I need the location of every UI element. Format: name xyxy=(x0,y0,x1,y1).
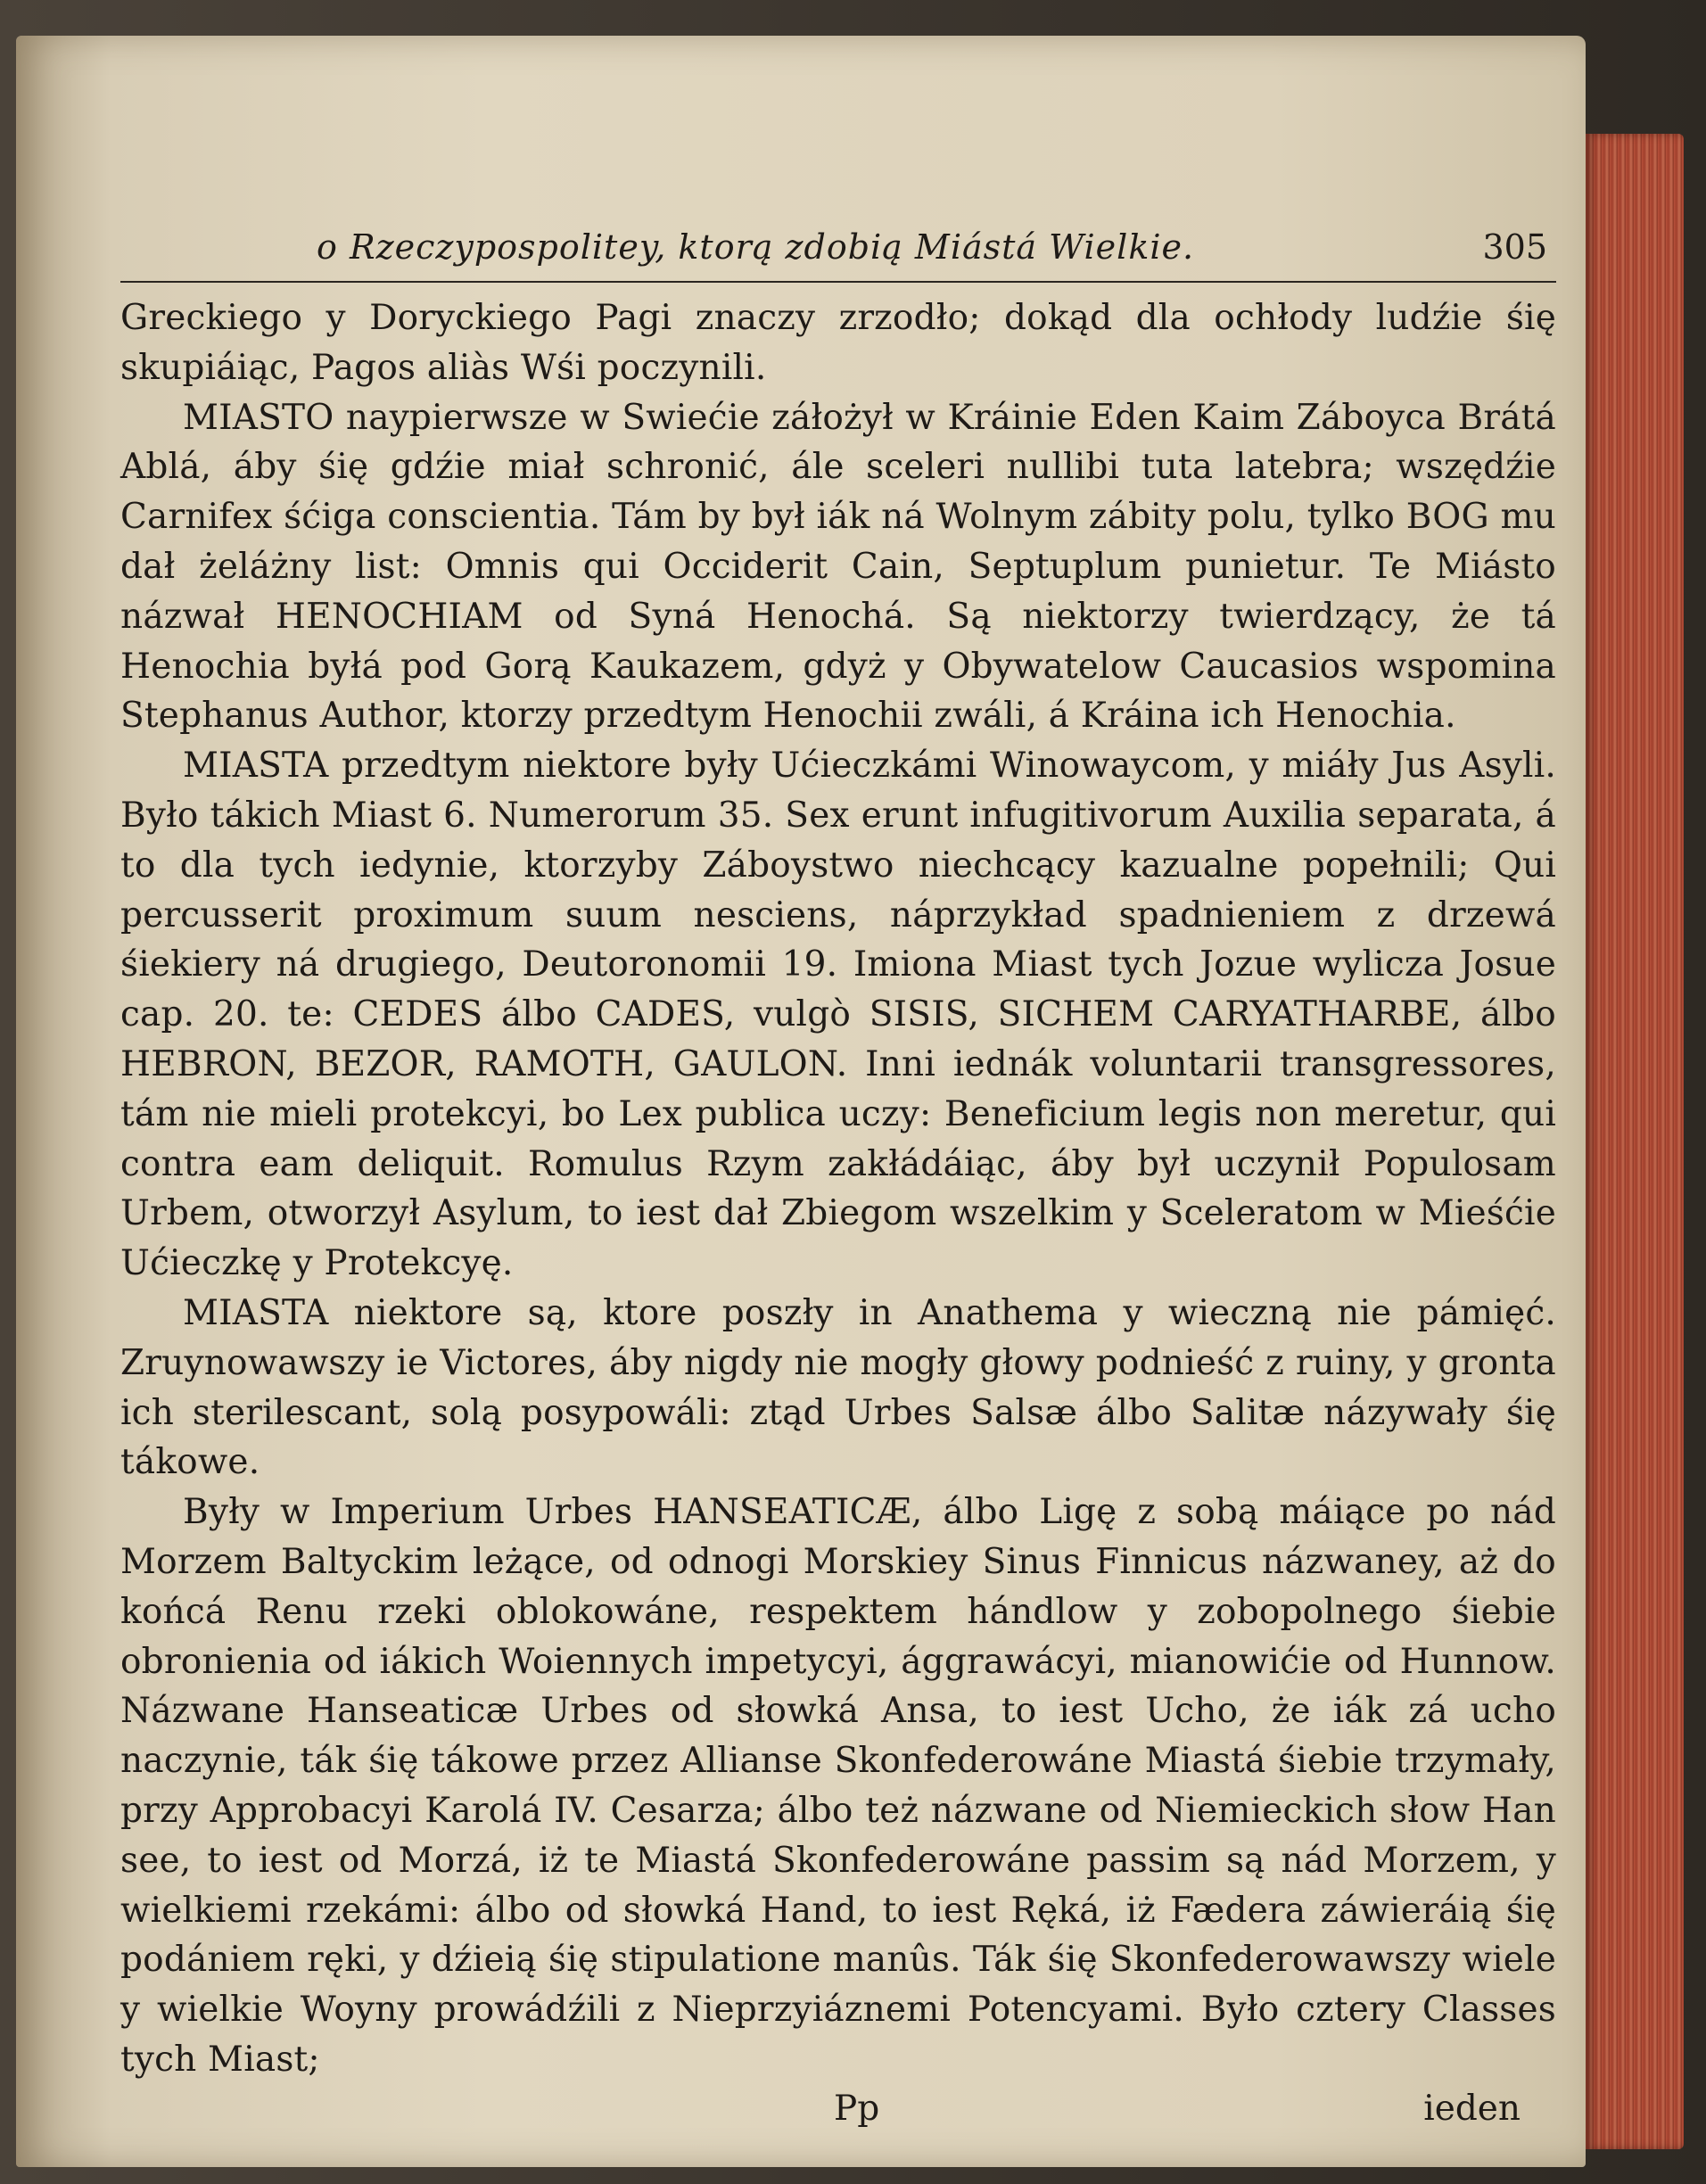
page-number: 305 xyxy=(1482,227,1547,267)
signature-mark: Pp xyxy=(834,2088,880,2129)
page-footer xyxy=(120,2089,1556,2142)
paragraph-miasto: MIASTO naypierwsze w Swiećie záłożył w Kráinie Eden Kaim Záboyca Brátá Ablá, áby śię gdźie miał schronić, ále sceleri nullibi tuta latebra; wszędźie Carnifex śćiga conscientia. Tám by był iák ná Wolnym zábity polu, tylko BOG mu dał żeláżny list: Omnis qui Occiderit Cain, Septuplum punietur. Te Miásto názwał HENOCHIAM od Syná Henochá. Są niektorzy twierdzący, że tá Henochia byłá pod Gorą Kaukazem, gdyż y Obywatelow Caucasios wspomina Stephanus Author, ktorzy przedtym Henochii zwáli, á Kráina ich Henochia. xyxy=(120,397,1556,737)
paragraph-continuation: Greckiego y Doryckiego Pagi znaczy zrzodło; dokąd dla ochłody ludźie śię skupiáiąc, Pagos aliàs Wśi poczynili. xyxy=(120,298,1556,388)
paragraph-hanseatic: Były w Imperium Urbes HANSEATICÆ, álbo Ligę z sobą máiące po nád Morzem Baltyckim leżące, od odnogi Morskiey Sinus Finnicus názwaney, aż do końcá Renu rzeki oblokowáne, respektem hándlow y zobopolnego śiebie obronienia od iákich Woiennych impetycyi, ággrawácyi, mianowićie od Hunnow. Názwane Hanseaticæ Urbes od słowká Ansa, to iest Ucho, że iák zá ucho naczynie, ták śię tákowe przez Allianse Skonfederowáne Miastá śiebie trzymały, przy Approbacyi Karolá IV. Cesarza; álbo też názwane od Niemieckich słow Han see, to iest od Morzá, iż te Miastá Skonfederowáne passim są nád Morzem, y wielkiemi rzekámi: álbo od słowká Hand, to iest Ręká, iż Fædera záwieráią śię podániem ręki, y dźieią śię stipulatione manûs. Ták śię Skonfederowawszy wiele y wielkie Woyny prowádźili z Nieprzyiáznemi Potencyami. Było cztery Classes tych Miast; xyxy=(120,1492,1556,2080)
catchword: ieden xyxy=(1423,2088,1521,2129)
book-fore-edge xyxy=(1586,134,1684,2149)
paragraph-miasta-anathema: MIASTA niektore są, ktore poszły in Anathema y wieczną nie pámięć. Zruynowawszy ie Victores, áby nigdy nie mogły głowy podnieść z ruiny, y gronta ich sterilescant, solą posypowáli: ztąd Urbes Salsæ álbo Salitæ názywały śię tákowe. xyxy=(120,1292,1556,1483)
paragraph-miasta-asylum: MIASTA przedtym niektore były Ućieczkámi Winowaycom, y miáły Jus Asyli. Było tákich Miast 6. Numerorum 35. Sex erunt infugitivorum Auxilia separata, á to dla tych iedynie, ktorzyby Záboystwo niechcący kazualne popełnili; Qui percusserit proximum suum nesciens, náprzykład spadnieniem z drzewá śiekiery ná drugiego, Deutoronomii 19. Imiona Miast tych Jozue wylicza Josue cap. 20. te: CEDES álbo CADES, vulgò SISIS, SICHEM CARYATHARBE, álbo HEBRON, BEZOR, RAMOTH, GAULON. Inni iednák voluntarii transgressores, tám nie mieli protekcyi, bo Lex publica uczy: Beneficium legis non meretur, qui contra eam deliquit. Romulus Rzym zakłádáiąc, áby był uczynił Populosam Urbem, otworzył Asylum, to iest dał Zbiegom wszelkim y Sceleratom w Mieśćie Ućieczkę y Protekcyę. xyxy=(120,746,1556,1284)
running-title: o Rzeczypospolitey, ktorą zdobią Miástá Wielkie. xyxy=(317,227,1195,267)
page-header xyxy=(120,227,1556,283)
text-block xyxy=(120,227,1556,2142)
